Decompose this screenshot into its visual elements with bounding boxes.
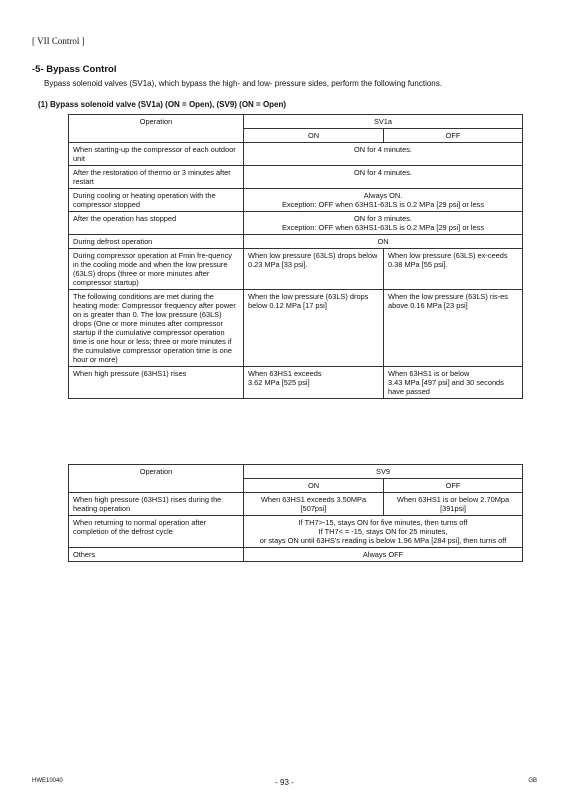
on-cell: When low pressure (63LS) drops below 0.23 MPa [33 psi].	[244, 249, 384, 290]
header-operation: Operation	[69, 465, 244, 493]
table-row	[69, 235, 523, 249]
table-row	[69, 290, 523, 367]
state-line: or stays ON until 63HS's reading is below 1.96 MPa [284 psi], then turns off	[259, 536, 507, 545]
off-line: [391psi]	[440, 504, 466, 513]
operation-cell: After the restoration of thermo or 3 minutes after restart	[69, 166, 244, 189]
off-cell: When low pressure (63LS) ex-ceeds 0.38 MPa [55 psi].	[384, 249, 523, 290]
off-line: When 63HS1 is or below	[388, 369, 470, 378]
header-on: ON	[244, 479, 384, 493]
state-cell: ON	[244, 235, 523, 249]
section-title: -5- Bypass Control	[32, 64, 117, 75]
on-line: When 63HS1 exceeds	[248, 369, 322, 378]
header-operation: Operation	[69, 115, 244, 143]
state-cell: Always OFF	[244, 548, 523, 562]
header-off: OFF	[384, 129, 523, 143]
table-row	[69, 548, 523, 562]
state-cell	[244, 212, 523, 235]
sv1a-table	[68, 114, 523, 399]
state-line: If TH7< = -15, stays ON for 25 minutes,	[318, 527, 448, 536]
state-cell	[244, 516, 523, 548]
state-line: ON for 3 minutes.	[354, 214, 412, 223]
off-cell	[384, 367, 523, 399]
page-number: - 93 -	[275, 778, 294, 787]
header-valve: SV1a	[244, 115, 523, 129]
header-off: OFF	[384, 479, 523, 493]
off-cell: When the low pressure (63LS) ris-es above 0.16 MPa [23 psi]	[384, 290, 523, 367]
chapter-header: [ VII Control ]	[32, 36, 85, 46]
language-code: GB	[528, 778, 537, 784]
table-row	[69, 189, 523, 212]
state-cell: ON for 4 minutes.	[244, 143, 523, 166]
operation-cell: During compressor operation at Fmin fre-quency in the cooling mode and when the low pressure (63LS) drops (three or more minutes after compressor startup)	[69, 249, 244, 290]
state-cell	[244, 189, 523, 212]
operation-cell: During cooling or heating operation with the compressor stopped	[69, 189, 244, 212]
table-row	[69, 143, 523, 166]
document-code: HWE10040	[32, 778, 63, 784]
off-cell	[384, 493, 523, 516]
sv9-table	[68, 464, 523, 562]
subsection-title: (1) Bypass solenoid valve (SV1a) (ON = Open), (SV9) (ON = Open)	[38, 100, 287, 109]
table-row	[69, 212, 523, 235]
off-line: When 63HS1 is or below 2.70Mpa	[396, 495, 510, 504]
table-row	[69, 166, 523, 189]
on-cell	[244, 493, 384, 516]
table-row	[69, 493, 523, 516]
on-line: 3.62 MPa [525 psi]	[248, 378, 310, 387]
on-line: When 63HS1 exceeds 3.50MPa	[260, 495, 367, 504]
table-row	[69, 367, 523, 399]
state-cell: ON for 4 minutes.	[244, 166, 523, 189]
state-line: Always ON.	[363, 191, 403, 200]
table-row	[69, 516, 523, 548]
section-intro: Bypass solenoid valves (SV1a), which bypass the high- and low- pressure sides, perform the following functions.	[44, 79, 442, 88]
operation-cell: When high pressure (63HS1) rises	[69, 367, 244, 399]
state-exception: Exception: OFF when 63HS1-63LS is 0.2 MPa [29 psi] or less	[281, 223, 485, 232]
state-exception: Exception: OFF when 63HS1-63LS is 0.2 MPa [29 psi] or less	[281, 200, 485, 209]
on-cell	[244, 367, 384, 399]
operation-cell: After the operation has stopped	[69, 212, 244, 235]
operation-cell: When returning to normal operation after completion of the defrost cycle	[69, 516, 244, 548]
header-valve: SV9	[244, 465, 523, 479]
on-line: [507psi]	[300, 504, 327, 513]
on-cell: When the low pressure (63LS) drops below 0.12 MPa [17 psi]	[244, 290, 384, 367]
state-line: If TH7>-15, stays ON for five minutes, then turns off	[298, 518, 468, 527]
operation-cell: The following conditions are met during the heating mode: Compressor frequency after power on is greater than 0. The low pressure (63LS) drops (One or more minutes after compressor startup if the cumulative compressor operation time is one hour or less; three or more minutes if the cumulative compressor operation time is one hour or more)	[69, 290, 244, 367]
operation-cell: When high pressure (63HS1) rises during the heating operation	[69, 493, 244, 516]
off-line: 3.43 MPa [497 psi] and 30 seconds have passed	[388, 378, 504, 396]
operation-cell: During defrost operation	[69, 235, 244, 249]
operation-cell: When starting-up the compressor of each outdoor unit	[69, 143, 244, 166]
table-row	[69, 249, 523, 290]
operation-cell: Others	[69, 548, 244, 562]
header-on: ON	[244, 129, 384, 143]
